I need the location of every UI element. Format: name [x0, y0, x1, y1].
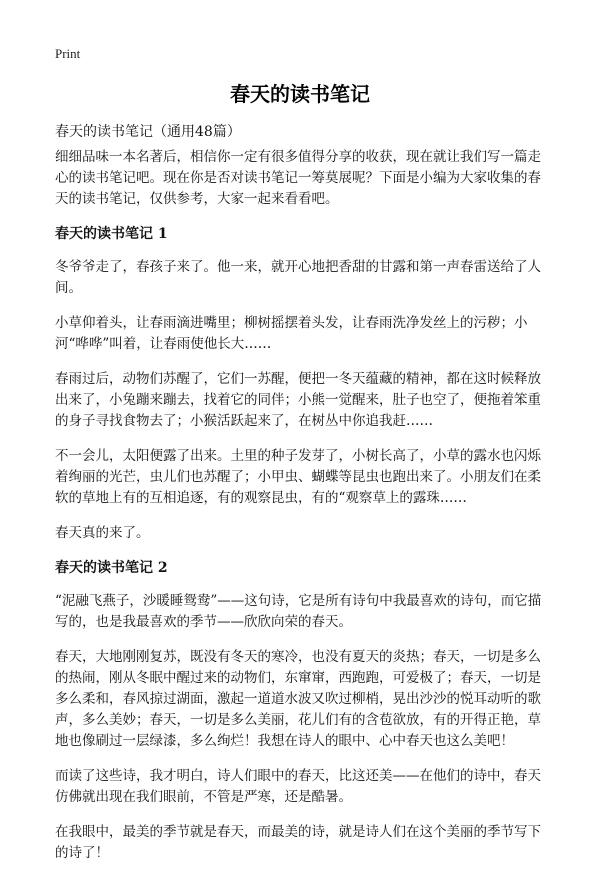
section-heading-2: 春天的读书笔记 2	[55, 560, 168, 576]
section-2-paragraph: “泥融飞燕子，沙暖睡鸳鸯”——这句诗，它是所有诗句中我最喜欢的诗句，而它描写的，也是我最喜欢的季节——欣欣向荣的春天。	[55, 593, 542, 630]
article-body	[55, 147, 550, 878]
section-heading-1: 春天的读书笔记 1	[55, 226, 168, 242]
section-1-paragraph: 春天真的来了。	[55, 525, 150, 541]
section-2-paragraph: 而读了这些诗，我才明白，诗人们眼中的春天，比这还美——在他们的诗中，春天仿佛就出现在我们眼前，不管是严寒，还是酷暑。	[55, 768, 541, 805]
section-1-paragraph: 冬爷爷走了，春孩子来了。他一来，就开心地把香甜的甘露和第一声春雷送给了人间。	[55, 259, 541, 296]
section-1-paragraph: 不一会儿，太阳便露了出来。土里的种子发芽了，小树长高了，小草的露水也闪烁着绚丽的光芒，虫儿们也苏醒了；小甲虫、蝴蝶等昆虫也跑出来了。小朋友们在柔软的草地上有的互相追逐，有的观察昆虫，有的“观察草上的露珠……	[55, 448, 541, 506]
page-title: 春天的读书笔记	[230, 82, 370, 106]
section-2-paragraph: 在我眼中，最美的季节就是春天，而最美的诗，就是诗人们在这个美丽的季节写下的诗了！	[55, 824, 541, 861]
section-1-paragraph: 小草仰着头，让春雨滴进嘴里；柳树摇摆着头发，让春雨洗净发丝上的污秽；小河“哗哗”叫着，让春雨使他长大……	[55, 315, 528, 352]
print-link[interactable]: Print	[55, 46, 81, 61]
section-2-paragraph: 春天，大地刚刚复苏，既没有冬天的寒冷，也没有夏天的炎热；春天，一切是多么的热闹，刚从冬眠中醒过来的动物们，东窜窜，西跑跑，可爱极了；春天，一切是多么柔和，春风掠过湖面，激起一道道水波又吹过柳梢，晃出沙沙的悦耳动听的歌声，多么美妙；春天，一切是多么美丽，花儿们有的含苞欲放，有的开得正艳，草地也像刷过一层绿漆，多么绚烂！我想在诗人的眼中、心中春天也这么美吧！	[55, 649, 541, 749]
intro-paragraph: 细细品味一本名著后，相信你一定有很多值得分享的收获，现在就让我们写一篇走心的读书笔记吧。现在你是否对读书笔记一筹莫展呢？下面是小编为大家收集的春天的读书笔记，仅供参考，大家一起来看看吧。	[55, 149, 541, 207]
section-1-paragraph: 春雨过后，动物们苏醒了，它们一苏醒，便把一冬天蕴藏的精神，都在这时候释放出来了，小兔蹦来蹦去，找着它的同伴；小熊一觉醒来，肚子也空了，便拖着笨重的身子寻找食物去了；小猴活跃起来了，在树丛中你追我赶……	[55, 371, 541, 429]
page-subtitle: 春天的读书笔记（通用48篇）	[55, 124, 241, 140]
